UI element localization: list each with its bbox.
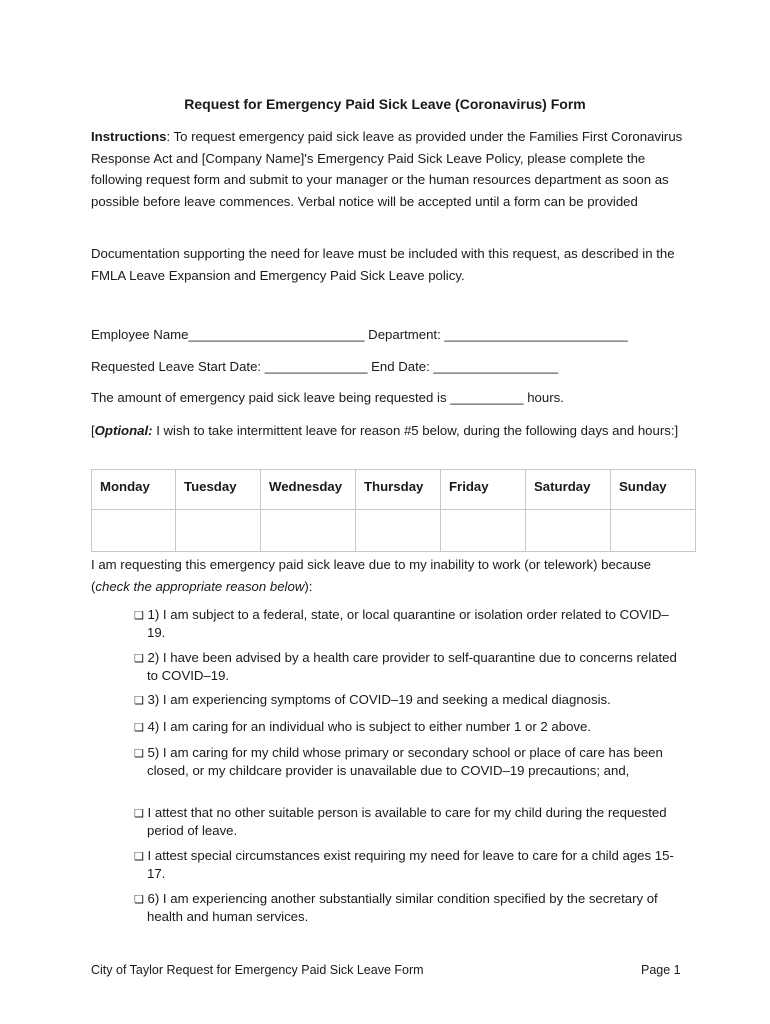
instructions-paragraph [91,126,691,212]
day-header-wednesday: Wednesday [261,470,356,510]
reason-item-5[interactable] [134,745,679,779]
checkbox-icon[interactable]: ❑ [134,808,144,820]
checkbox-icon[interactable]: ❑ [134,851,144,863]
reason-text-5b: I attest special circumstances exist requiring my need for leave to care for a child ages 15-17. [147,848,674,881]
day-entry-tuesday[interactable] [176,510,261,552]
day-header-thursday: Thursday [356,470,441,510]
checkbox-icon[interactable]: ❑ [134,748,144,760]
day-entry-thursday[interactable] [356,510,441,552]
intermittent-days-table [91,469,696,552]
optional-paragraph [91,420,691,442]
optional-text: I wish to take intermittent leave for reason #5 below, during the following days and hours:] [152,423,679,438]
reason-intro-text: I am requesting this emergency paid sick leave due to my inability to work (or telework) because ( [91,557,651,594]
optional-open-bracket: [ [91,423,95,438]
reason-item-3[interactable] [134,692,679,710]
form-title: Request for Emergency Paid Sick Leave (Coronavirus) Form [184,96,586,112]
reason-text-5a: I attest that no other suitable person is available to care for my child during the requested period of leave. [147,805,667,838]
day-entry-saturday[interactable] [526,510,611,552]
day-header-tuesday: Tuesday [176,470,261,510]
checkbox-icon[interactable]: ❑ [134,610,144,622]
optional-label: Optional: [94,423,153,438]
day-entry-friday[interactable] [441,510,526,552]
instructions-text: : To request emergency paid sick leave as provided under the Families First Coronavirus Response Act and [Company Name]'s Emergency Paid Sick Leave Policy, please complete the following request form and submit to your manager or the human resources department as soon as possible before leave commences. Verbal notice will be accepted until a form can be provided [91,129,683,209]
footer-page-number: Page 1 [641,963,681,977]
reason-intro-italic: check the appropriate reason below [95,578,305,594]
day-entry-wednesday[interactable] [261,510,356,552]
reason-text-4: 4) I am caring for an individual who is subject to either number 1 or 2 above. [147,719,592,734]
day-header-monday: Monday [92,470,176,510]
day-entry-monday[interactable] [92,510,176,552]
reason-text-2: 2) I have been advised by a health care provider to self-quarantine due to concerns related to COVID–19. [147,650,677,683]
reason-item-2[interactable] [134,650,679,684]
checkbox-icon[interactable]: ❑ [134,653,144,665]
checkbox-icon[interactable]: ❑ [134,894,144,906]
day-header-saturday: Saturday [526,470,611,510]
reason-intro-close: ): [304,578,313,594]
day-header-sunday: Sunday [611,470,696,510]
reason-item-5a[interactable] [134,805,679,839]
reason-item-4[interactable] [134,719,679,737]
reason-item-6[interactable] [134,891,679,925]
checkbox-icon[interactable]: ❑ [134,722,144,734]
reason-text-3: 3) I am experiencing symptoms of COVID–19 and seeking a medical diagnosis. [147,692,611,707]
leave-dates-field[interactable]: Requested Leave Start Date: ______________ End Date: _________________ [91,359,559,374]
day-header-friday: Friday [441,470,526,510]
instructions-label: Instructions [91,129,167,144]
day-entry-sunday[interactable] [611,510,696,552]
leave-hours-field[interactable]: The amount of emergency paid sick leave being requested is __________ hours. [91,390,564,405]
days-entry-row [92,510,696,552]
reason-item-1[interactable] [134,607,679,641]
checkbox-icon[interactable]: ❑ [134,695,144,707]
footer-form-name: City of Taylor Request for Emergency Paid Sick Leave Form [91,963,424,977]
documentation-paragraph: Documentation supporting the need for leave must be included with this request, as described in the FMLA Leave Expansion and Emergency Paid Sick Leave policy. [91,246,675,283]
reason-text-5: 5) I am caring for my child whose primary or secondary school or place of care has been closed, or my childcare provider is unavailable due to COVID–19 precautions; and, [147,745,663,778]
days-header-row [92,470,696,510]
reason-text-1: 1) I am subject to a federal, state, or local quarantine or isolation order related to COVID–19. [147,607,669,640]
reason-text-6: 6) I am experiencing another substantially similar condition specified by the secretary of health and human services. [147,891,658,924]
employee-department-field[interactable]: Employee Name________________________ Department: _________________________ [91,327,628,342]
reason-item-5b[interactable] [134,848,679,882]
reason-intro-paragraph [91,554,691,597]
